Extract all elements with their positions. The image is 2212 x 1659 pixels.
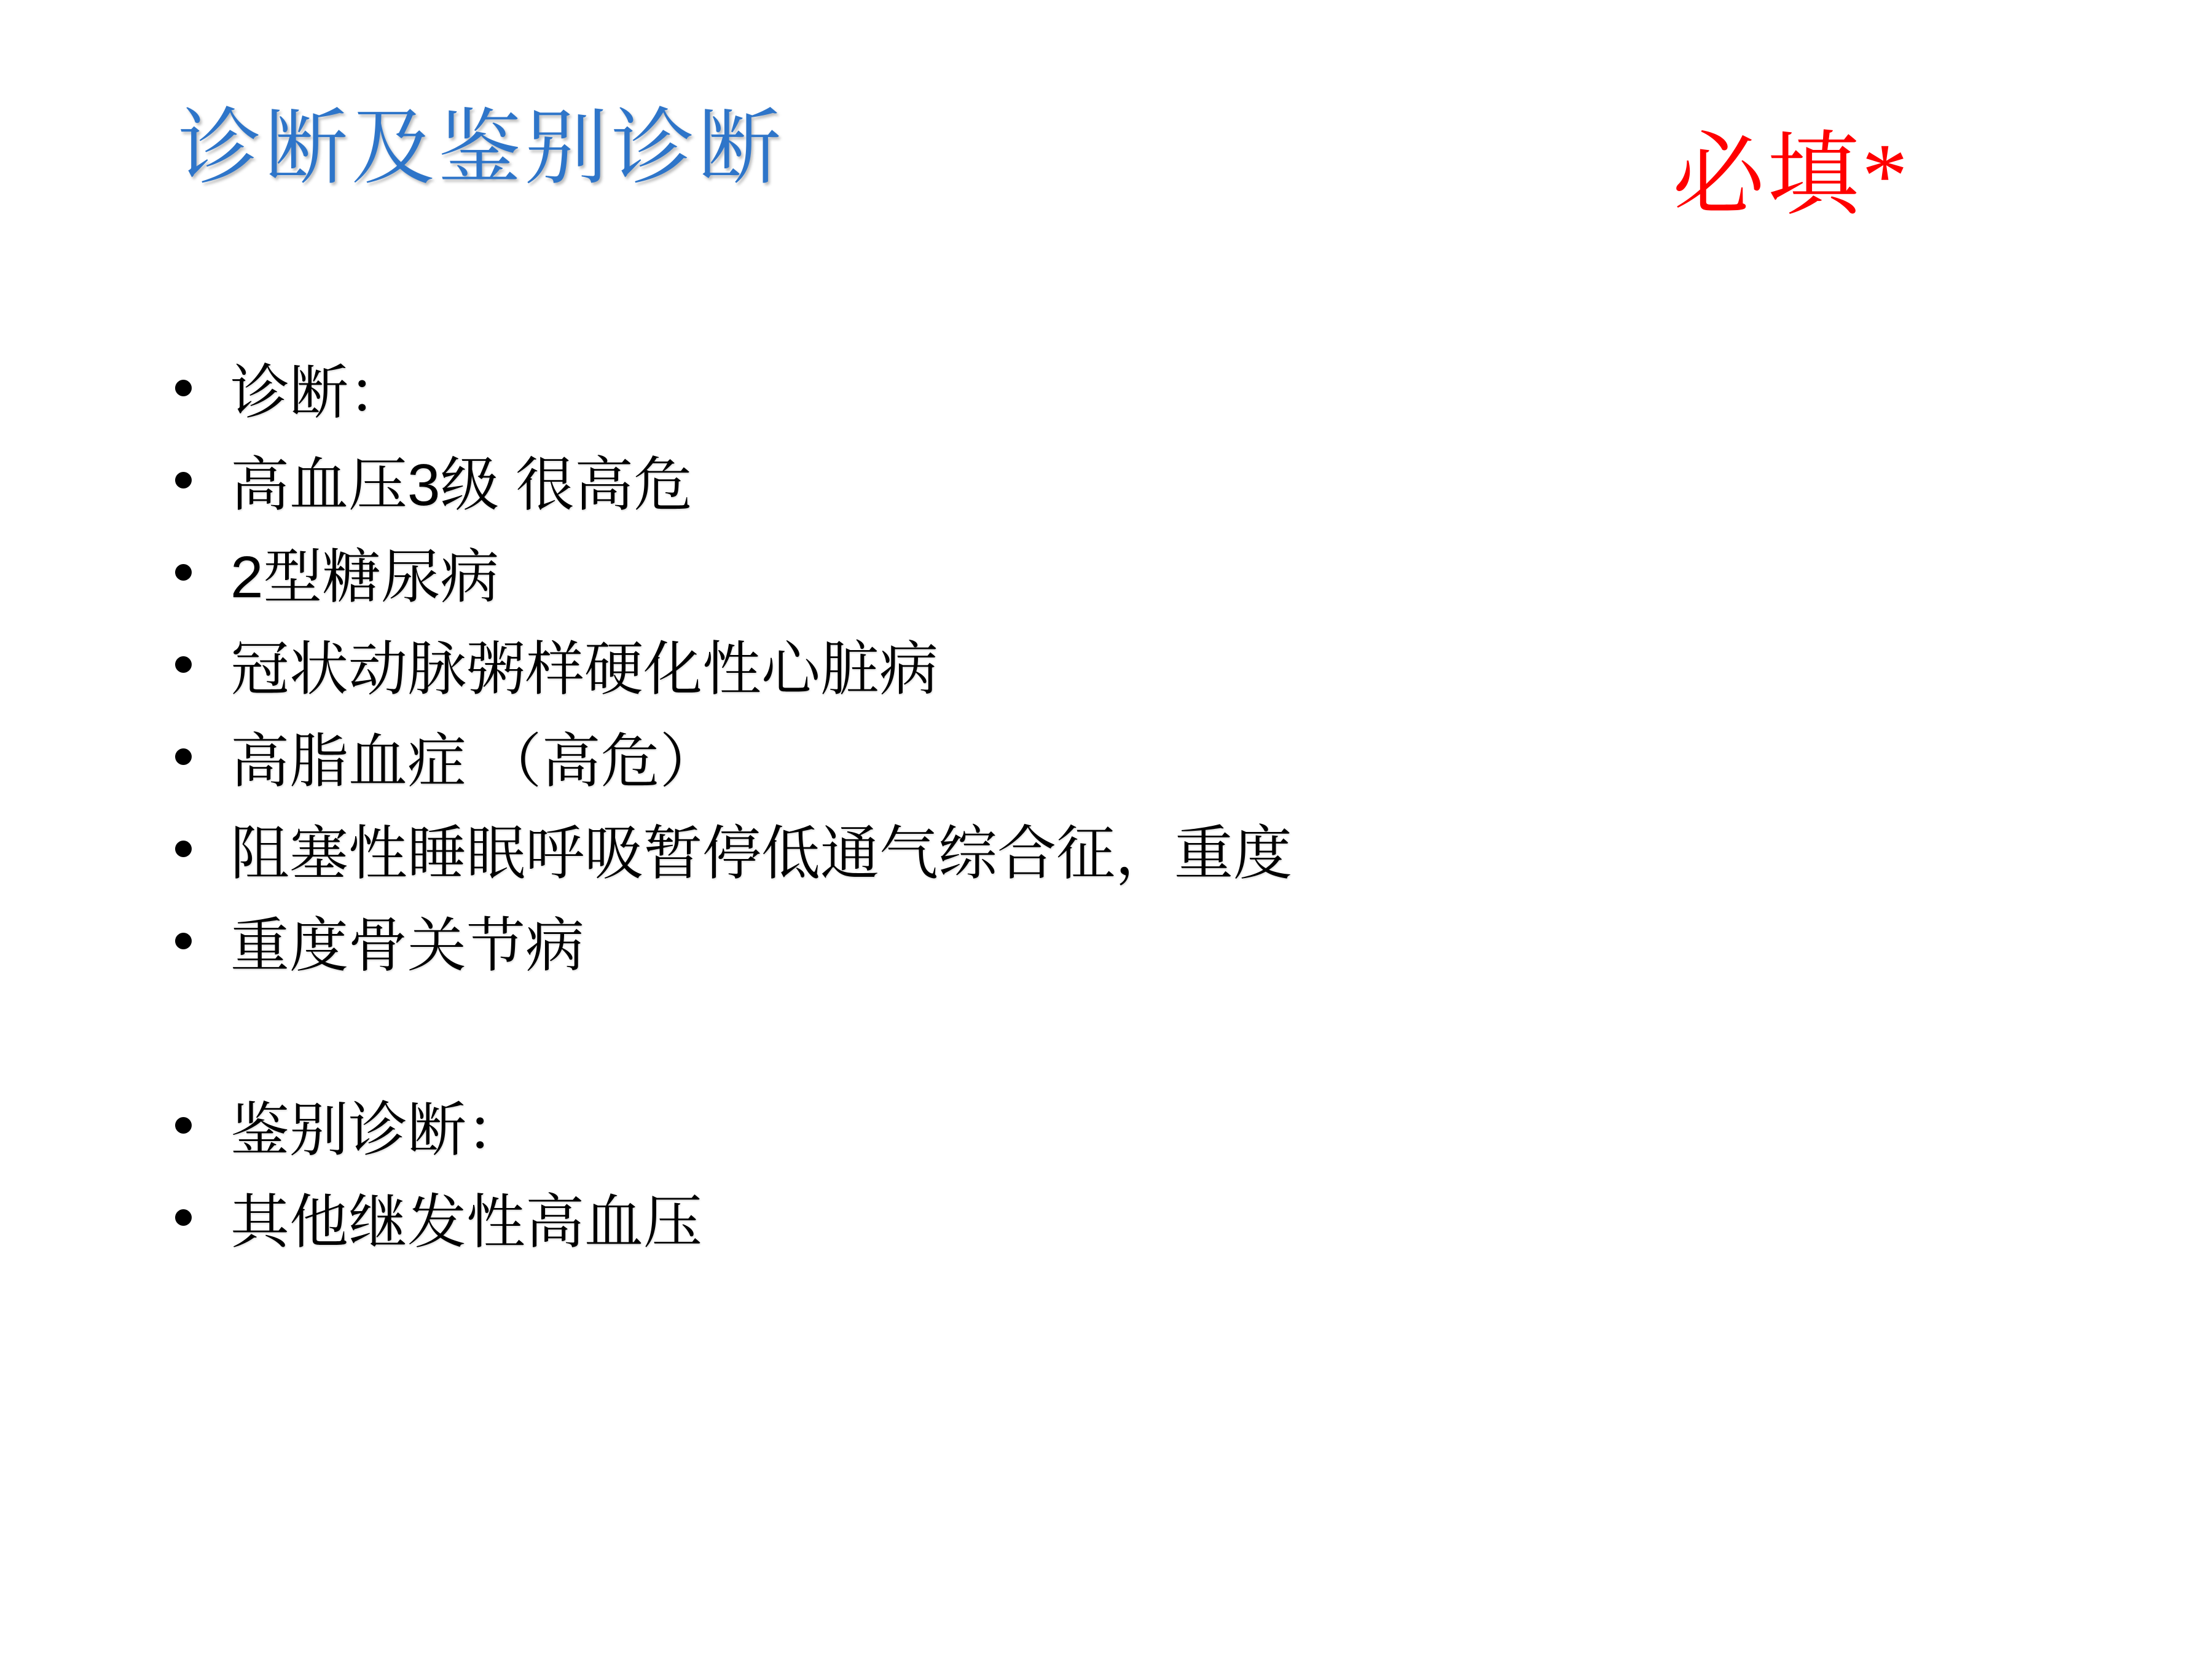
list-item — [175, 526, 1292, 618]
list-item-text: 鉴别诊断： — [230, 1097, 525, 1163]
list-item-text: 高血压3级 很高危 — [230, 452, 693, 518]
required-label: 必填* — [1673, 125, 1911, 227]
bullet-icon — [175, 564, 192, 581]
list-item — [175, 710, 1292, 802]
diagnosis-list — [175, 342, 1292, 1263]
list-item — [175, 1079, 1292, 1171]
bullet-icon — [175, 841, 192, 857]
list-item — [175, 895, 1292, 987]
list-item-text: 高脂血症 （高危） — [230, 728, 719, 794]
list-item — [175, 802, 1292, 895]
bullet-icon — [175, 748, 192, 765]
list-item — [175, 1171, 1292, 1263]
bullet-icon — [175, 656, 192, 673]
bullet-icon — [175, 1209, 192, 1226]
bullet-icon — [175, 472, 192, 488]
bullet-icon — [175, 933, 192, 949]
list-item — [175, 434, 1292, 526]
list-item-text: 诊断： — [230, 359, 407, 426]
bullet-icon — [175, 380, 192, 396]
list-item — [175, 342, 1292, 434]
list-item — [175, 618, 1292, 710]
list-item-text: 其他继发性高血压 — [230, 1189, 702, 1255]
list-item-text: 2型糖尿病 — [230, 544, 500, 610]
slide-title: 诊断及鉴别诊断 — [178, 101, 785, 194]
list-item-text: 重度骨关节病 — [230, 912, 584, 979]
list-item-text: 阻塞性睡眠呼吸暂停低通气综合征，重度 — [230, 820, 1292, 887]
bullet-icon — [175, 1117, 192, 1134]
list-item-text: 冠状动脉粥样硬化性心脏病 — [230, 636, 938, 702]
